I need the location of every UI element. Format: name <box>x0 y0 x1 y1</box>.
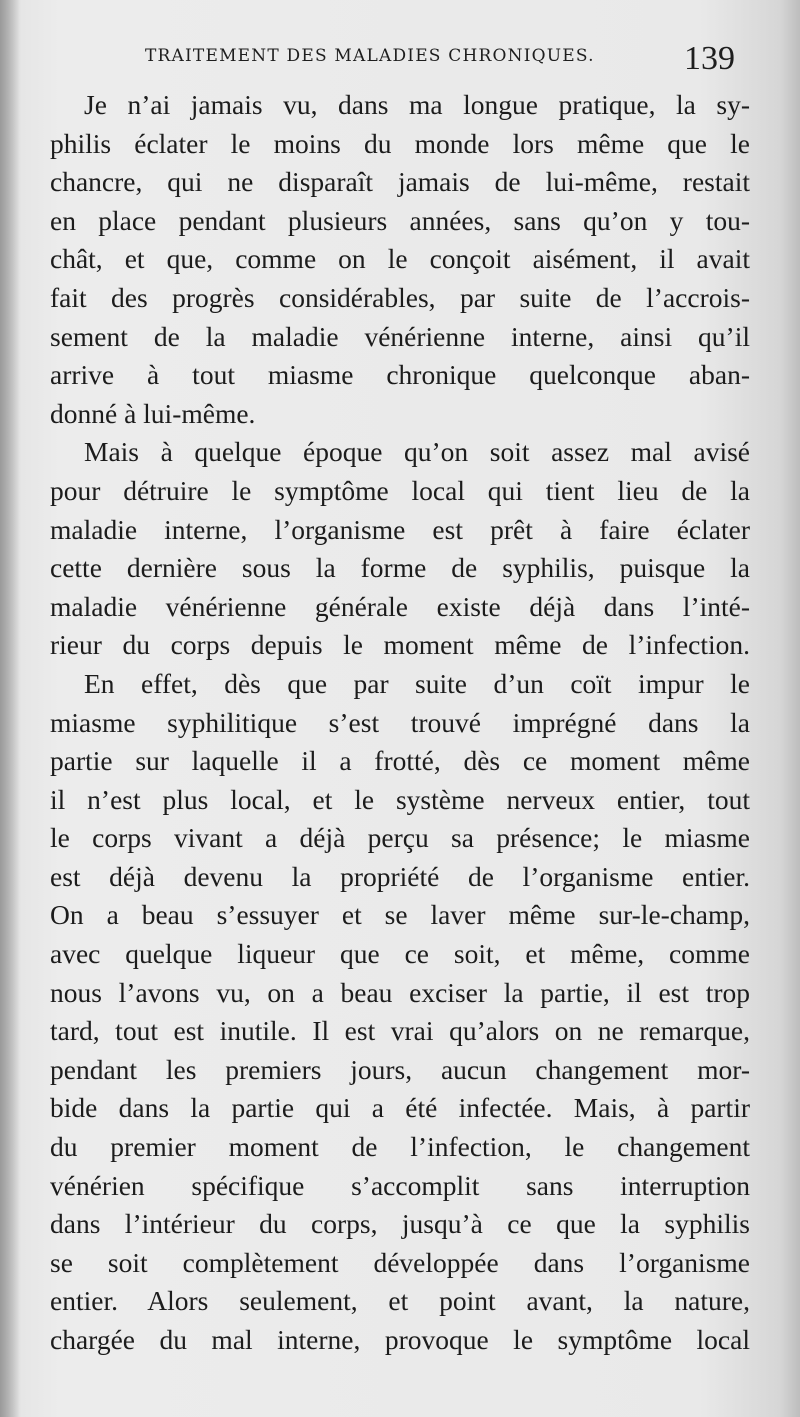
text-line: pendant les premiers jours, aucun changement mor- <box>50 1053 750 1085</box>
text-line: maladie vénérienne générale existe déjà dans l’inté- <box>50 590 750 622</box>
text-line: le corps vivant a déjà perçu sa présence; le miasme <box>50 822 750 854</box>
text-line: pour détruire le symptôme local qui tient lieu de la <box>50 474 750 506</box>
text-line: partie sur laquelle il a frotté, dès ce moment même <box>50 745 750 777</box>
text-line: cette dernière sous la forme de syphilis, puisque la <box>50 552 750 584</box>
body-text <box>50 86 750 1360</box>
text-line: sement de la maladie vénérienne interne, ainsi qu’il <box>50 320 750 352</box>
text-line: chancre, qui ne disparaît jamais de lui-même, restait <box>50 166 750 198</box>
text-line: en place pendant plusieurs années, sans qu’on y tou- <box>50 204 750 236</box>
text-line: se soit complètement développée dans l’organisme <box>50 1246 750 1278</box>
text-line: donné à lui-même. <box>50 397 256 429</box>
text-line: nous l’avons vu, on a beau exciser la partie, il est trop <box>50 976 750 1008</box>
text-line: dans l’intérieur du corps, jusqu’à ce que la syphilis <box>50 1208 750 1240</box>
text-line: Je n’ai jamais vu, dans ma longue pratique, la sy- <box>84 89 750 120</box>
text-line: En effet, dès que par suite d’un coït impur le <box>84 667 750 699</box>
page-header <box>0 38 800 88</box>
text-line: du premier moment de l’infection, le changement <box>50 1131 750 1163</box>
page-gutter-shadow <box>0 0 20 1417</box>
paragraph-2 <box>50 433 750 665</box>
page-number: 139 <box>684 40 735 77</box>
text-line: entier. Alors seulement, et point avant, la nature, <box>50 1285 750 1317</box>
text-line: vénérien spécifique s’accomplit sans interruption <box>50 1169 750 1201</box>
text-line: avec quelque liqueur que ce soit, et même, comme <box>50 938 750 970</box>
text-line: miasme syphilitique s’est trouvé imprégné dans la <box>50 706 750 738</box>
text-line: arrive à tout miasme chronique quelconque aban- <box>50 359 750 391</box>
text-line: chargée du mal interne, provoque le symptôme local <box>50 1324 750 1355</box>
text-line: est déjà devenu la propriété de l’organisme entier. <box>50 860 750 892</box>
text-line: Mais à quelque époque qu’on soit assez mal avisé <box>84 436 750 468</box>
paragraph-1 <box>50 86 750 433</box>
text-line: maladie interne, l’organisme est prêt à faire éclater <box>50 513 750 545</box>
text-line: rieur du corps depuis le moment même de l’infection. <box>50 629 750 661</box>
text-line: On a beau s’essuyer et se laver même sur-le-champ, <box>50 899 750 931</box>
text-line: philis éclater le moins du monde lors même que le <box>50 127 750 159</box>
text-line: fait des progrès considérables, par suite de l’accrois- <box>50 281 750 313</box>
text-line: bide dans la partie qui a été infectée. Mais, à partir <box>50 1092 750 1124</box>
text-line: tard, tout est inutile. Il est vrai qu’alors on ne remarque, <box>50 1015 750 1047</box>
text-line: chât, et que, comme on le conçoit aisément, il avait <box>50 243 750 275</box>
paragraph-3 <box>50 665 750 1360</box>
running-title: TRAITEMENT DES MALADIES CHRONIQUES. <box>145 46 595 66</box>
text-line: il n’est plus local, et le système nerveux entier, tout <box>50 783 750 815</box>
